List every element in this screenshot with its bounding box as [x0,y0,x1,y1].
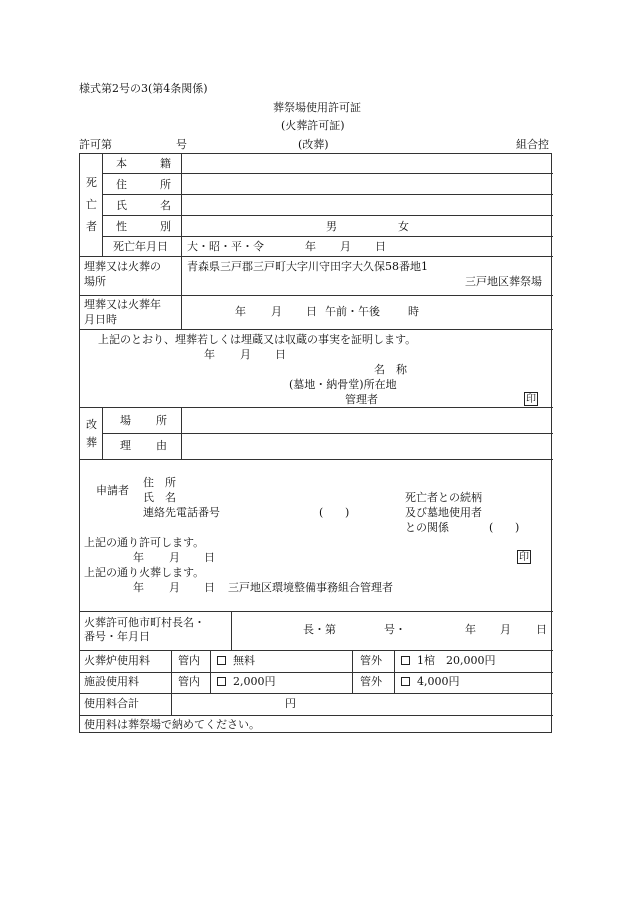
cremation-out-text: 1棺 20,000円 [417,654,496,667]
sex-label-b: 別 [160,220,171,233]
total-fee-label: 使用料合計 [84,697,139,710]
other-permit-label-1: 火葬許可他市町村長名・ [84,616,205,629]
relation-paren-close: ) [515,521,520,534]
death-date-year: 年 [305,240,316,253]
death-date-era: 大・昭・平・令 [187,240,264,253]
datetime-ampm: 午前・午後 [325,305,380,318]
address-label-a: 住 [116,178,127,191]
reburial-label-1: 改 [86,418,97,431]
facility-out-checkbox[interactable] [401,677,410,686]
address-label-b: 所 [160,178,171,191]
place-address: 青森県三戸郡三戸町大字川守田字大久保58番地1 [187,260,428,273]
certify-seal: 印 [526,394,536,405]
applicant-label: 申請者 [96,484,129,497]
honseki-label-a: 本 [116,157,127,170]
permit-form [79,153,552,733]
permit-year: 年 [133,551,144,564]
other-permit-day: 日 [536,623,547,636]
facility-out-text: 4,000円 [417,675,460,688]
facility-out-value [401,675,460,689]
certify-year: 年 [204,348,215,361]
datetime-month: 月 [271,305,282,318]
cremate-year: 年 [133,581,144,594]
datetime-label-2: 月日時 [84,313,117,326]
permit-number-go: 号 [176,138,187,151]
deceased-label-1: 死 [86,176,97,189]
copy-label: 組合控 [516,138,549,151]
sex-male: 男 [326,220,337,233]
datetime-label-1: 埋葬又は火葬年 [84,298,161,311]
applicant-phone-paren-close: ) [345,506,350,519]
place-facility: 三戸地区葬祭場 [465,275,542,288]
death-date-label: 死亡年月日 [113,240,168,253]
other-permit-year: 年 [465,623,476,636]
cremation-in-value [217,654,255,668]
datetime-hour: 時 [408,305,419,318]
permit-month: 月 [169,551,180,564]
reburial-place-b: 所 [156,414,167,427]
permit-seal: 印 [519,552,529,563]
relation-paren-open: ( [489,521,494,534]
other-permit-cho-dai: 長・第 [303,623,336,636]
applicant-phone-paren-open: ( [319,506,324,519]
facility-in-text: 2,000円 [233,675,276,688]
death-date-month: 月 [340,240,351,253]
name-label-b: 名 [160,199,171,212]
facility-in-value [217,675,276,689]
name-label-a: 氏 [116,199,127,212]
cremate-manager: 三戸地区環境整備事務組合管理者 [228,581,393,594]
cremation-in-text: 無料 [233,654,255,667]
facility-out-label: 管外 [360,675,382,688]
certify-name-label: 名 称 [374,363,407,376]
deceased-label-2: 亡 [86,198,97,211]
cremation-fee-label: 火葬炉使用料 [84,654,150,667]
sex-label-a: 性 [116,220,127,233]
applicant-name-label: 氏 名 [143,491,176,504]
facility-in-checkbox[interactable] [217,677,226,686]
relation-label-2: 及び墓地使用者 [405,506,482,519]
reburial-tag: (改葬) [298,138,329,151]
cremation-out-label: 管外 [360,654,382,667]
certify-month: 月 [240,348,251,361]
reburial-label-2: 葬 [86,436,97,449]
certify-location-label: (墓地・納骨堂)所在地 [289,378,397,391]
relation-label-3: との関係 [405,521,449,534]
certify-text: 上記のとおり、埋葬若しくは埋蔵又は収蔵の事実を証明します。 [98,333,417,346]
certify-manager-label: 管理者 [345,393,378,406]
applicant-address-label: 住 所 [143,476,176,489]
permit-day: 日 [204,551,215,564]
place-label-2: 場所 [84,275,106,288]
relation-label-1: 死亡者との続柄 [405,491,482,504]
death-date-day: 日 [375,240,386,253]
facility-fee-label: 施設使用料 [84,675,139,688]
deceased-label-3: 者 [86,220,97,233]
place-label-1: 埋葬又は火葬の [84,260,161,273]
applicant-phone-label: 連絡先電話番号 [143,506,220,519]
other-permit-go: 号・ [384,623,406,636]
payment-note: 使用料は葬祭場で納めてください。 [84,718,260,731]
cremation-out-value [401,654,496,668]
page-subtitle: (火葬許可証) [281,119,345,132]
reburial-reason-b: 由 [156,439,167,452]
datetime-year: 年 [235,305,246,318]
cremate-month: 月 [169,581,180,594]
cremation-in-label: 管内 [178,654,200,667]
certify-day: 日 [275,348,286,361]
cremation-in-checkbox[interactable] [217,656,226,665]
total-fee-yen: 円 [285,697,296,710]
datetime-day: 日 [306,305,317,318]
permit-number-label: 許可第 [79,138,112,151]
page-title: 葬祭場使用許可証 [273,101,361,114]
reburial-place-a: 場 [120,414,131,427]
sex-female: 女 [398,220,409,233]
reburial-reason-a: 理 [120,439,131,452]
cremation-out-checkbox[interactable] [401,656,410,665]
permit-statement: 上記の通り許可します。 [84,536,205,549]
cremate-day: 日 [204,581,215,594]
other-permit-month: 月 [500,623,511,636]
facility-in-label: 管内 [178,675,200,688]
cremate-statement: 上記の通り火葬します。 [84,566,205,579]
honseki-label-b: 籍 [160,157,171,170]
form-number: 様式第2号の3(第4条関係) [79,82,208,95]
other-permit-label-2: 番号・年月日 [84,630,150,643]
